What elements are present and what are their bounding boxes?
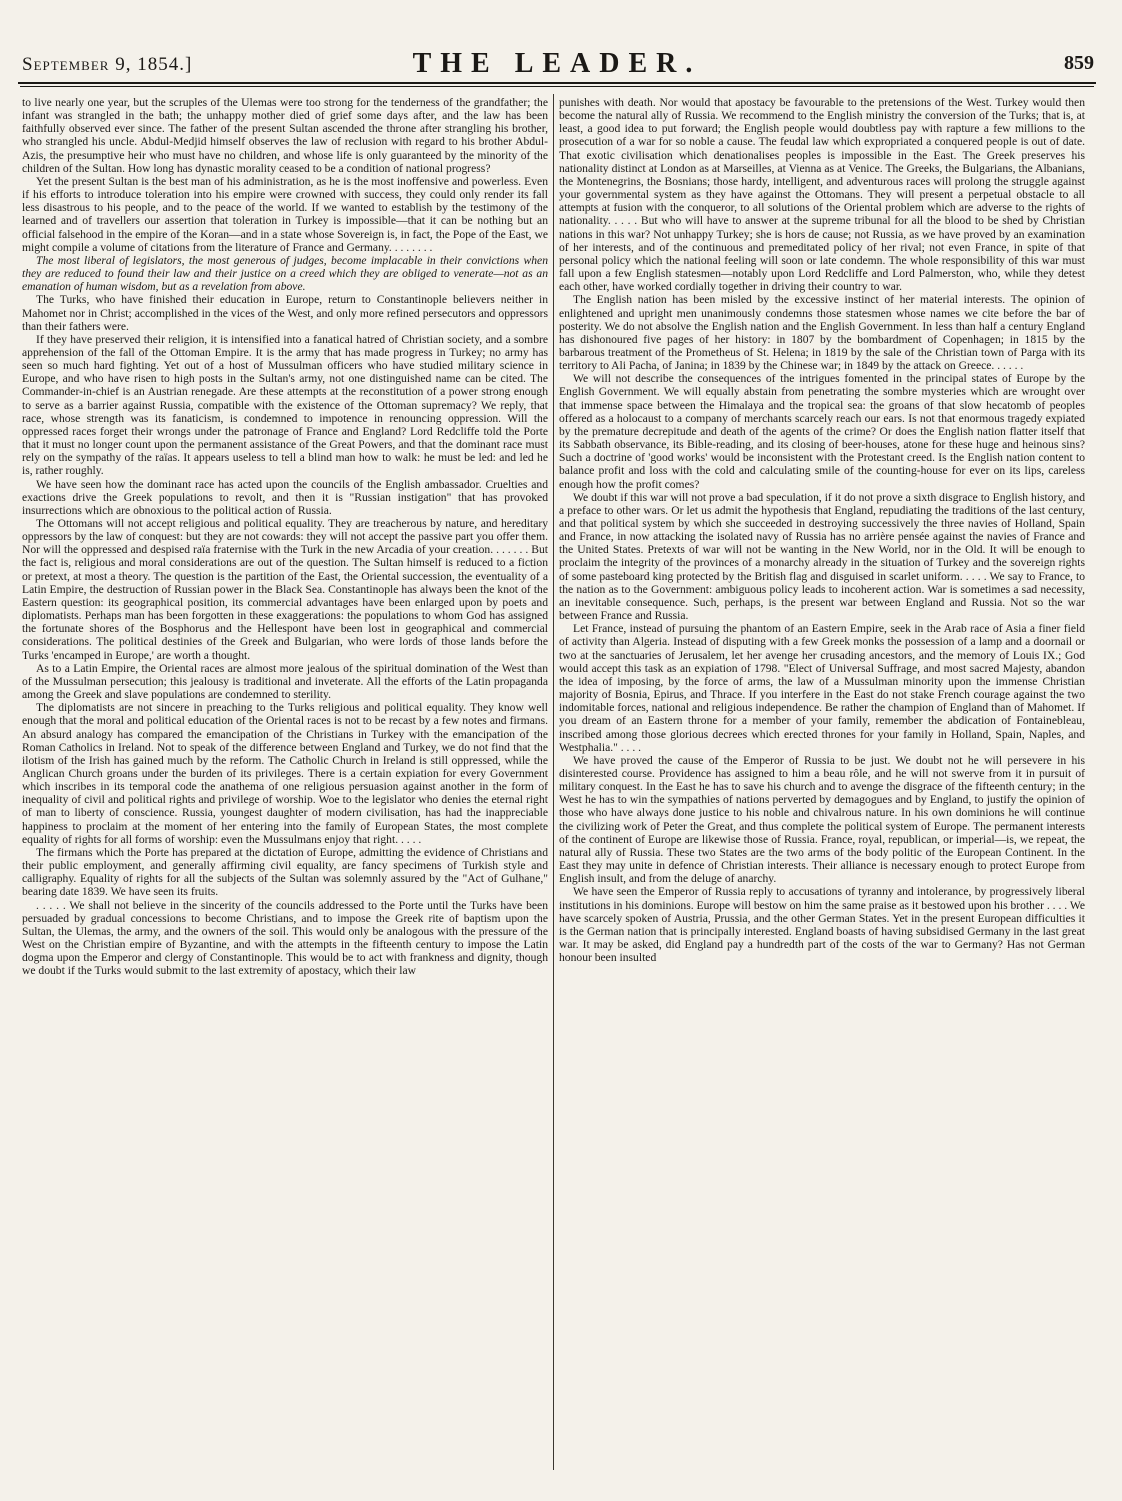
paragraph: to live nearly one year, but the scruples of the Ulemas were too strong for the tenderness of the grandfather; the infant was strangled in the bath; the unhappy mother died of grief some days after, and the law has been faithfully observed ever since. The father of the present Sultan ascended the throne after strangling his brother, who strangled his uncle. Abdul-Medjid himself observes the law of reclusion with regard to his brother Abdul-Azis, the presumptive heir who must have no children, and whose life is only guaranteed by the minority of the children of the Sultan. How long has dynastic morality ceased to be a condition of national progress?	[22, 96, 548, 175]
paragraph: We have seen how the dominant race has acted upon the councils of the English ambassador. Cruelties and exactions drive the Greek populations to revolt, and then it is "Russian instigation" that has provoked insurrections which are obnoxious to the political action of Russia.	[22, 477, 548, 517]
paragraph: The firmans which the Porte has prepared at the dictation of Europe, admitting the evidence of Christians and their public employment, and generally affirming civil equality, are fancy specimens of Turkish style and calligraphy. Equality of rights for all the subjects of the Sultan was solemnly assured by the "Act of Gulhane," bearing date 1839. We have seen its fruits.	[22, 845, 548, 899]
paragraph: The diplomatists are not sincere in preaching to the Turks religious and political equality. They know well enough that the moral and political education of the Oriental races is not to be recast by a few notes and firmans. An absurd analogy has compared the emancipation of the Christians in Turkey with the emancipation of the Roman Catholics in Ireland. Not to speak of the difference between England and Turkey, we do not find that the ilotism of the Irish has gained much by the reform. The Catholic Church in Ireland is still oppressed, while the Anglican Church groans under the burden of its privileges. There is a certain expiation for every Government which inscribes in its temporal code the anathema of one religious persuasion against another in the form of inequality of civil and political rights and privilege of worship. Woe to the legislator who denies the eternal right of man to liberty of conscience. Russia, youngest daughter of modern civilisation, has had the inappreciable happiness to proclaim at the moment of her entering into the family of European States, the most complete equality of rights for all forms of worship: even the Mussulmans enjoy that right. . . . .	[22, 701, 548, 846]
column-divider	[553, 94, 554, 1470]
paragraph: The Turks, who have finished their education in Europe, return to Constantinople believers neither in Mahomet nor in Christ; accomplished in the vices of the West, and only more refined persecutors and oppressors than their fathers were.	[22, 293, 548, 333]
paragraph: Yet the present Sultan is the best man of his administration, as he is the most inoffensive and powerless. Even if his efforts to introduce toleration into his empire were crowned with success, they could only render its fall less disastrous to his people, and to the peace of the world. If we wanted to establish by the testimony of the learned and of travellers our assertion that toleration in Turkey is impossible—that it can be nothing but an official falsehood in the empire of the Koran—and in a state whose Sovereign is, in fact, the Pope of the East, we might compile a volume of citations from the literature of France and Germany. . . . . . . .	[22, 174, 548, 254]
paragraph: We will not describe the consequences of the intrigues fomented in the principal states of Europe by the English Government. We will equally abstain from penetrating the sombre mysteries which are wrought over that immense space between the Himalaya and the tropical sea: the groans of that slow hecatomb of peoples offered as a holocaust to a company of merchants scarcely reach our ears. Is not that enormous tragedy expiated by the premature decrepitude and death of the agents of the crime? Or does the English nation flatter itself that its Sabbath observance, its Bible-reading, and its closing of beer-houses, atone for these huge and heinous sins? Such a doctrine of 'good works' would be inconsistent with the Protestant creed. Is the English nation content to balance profit and loss with the cold and calculating smile of the counting-house for ever on its lips, careless enough how the profit comes?	[559, 372, 1085, 491]
newspaper-title: THE LEADER.	[412, 48, 702, 79]
paragraph: We have seen the Emperor of Russia reply to accusations of tyranny and intolerance, by progressively liberal institutions in his dominions. Europe will bestow on him the same praise as it bestowed upon his brother . . . . We have scarcely spoken of Austria, Prussia, and the other German States. Yet in the present European difficulties it is the German nation that is principally interested. England boasts of having subsidised Germany in the last great war. It may be asked, did England pay a hundredth part of the costs of the war to Germany? Has not German honour been insulted	[559, 885, 1085, 965]
masthead	[18, 42, 1096, 84]
right-column	[559, 96, 1085, 1496]
paragraph: As to a Latin Empire, the Oriental races are almost more jealous of the spiritual domination of the West than of the Mussulman persecution; this jealousy is traditional and inveterate. All the efforts of the Latin propaganda among the Greek and slave populations are condemned to sterility.	[22, 661, 548, 702]
left-column	[22, 96, 548, 1496]
issue-date: September 9, 1854.]	[22, 54, 193, 75]
paragraph: The most liberal of legislators, the most generous of judges, become implacable in their convictions when they are reduced to found their law and their justice on a creed which they are obliged to venerate—not as an emanation of human wisdom, but as a revelation from above.	[22, 253, 548, 294]
paragraph: The Ottomans will not accept religious and political equality. They are treacherous by nature, and hereditary oppressors by the law of conquest: but they are not cowards: they will not accept the passive part you offer them. Nor will the oppressed and despised raïa fraternise with the Turk in the new Arcadia of your creation. . . . . . . But the fact is, religious and moral considerations are out of the question. The Sultan himself is reduced to a fiction or pretext, at most a theory. The question is the partition of the East, the Oriental succession, the eventuality of a Latin Empire, the destruction of Russian power in the Black Sea. Constantinople has always been the knot of the Eastern question: its geographical position, its commercial advantages have been enlarged upon by poets and diplomatists. Perhaps man has been forgotten in these exaggerations: the populations to whom God has assigned the fortunate shores of the Bosphorus and the Hellespont have been lost in geographical and commercial considerations. The political destinies of the Greek and Bulgarian, who were lords of those lands before the Turks 'encamped in Europe,' are worth a thought.	[22, 517, 548, 662]
paragraph: If they have preserved their religion, it is intensified into a fanatical hatred of Christian society, and a sombre apprehension of the fall of the Ottoman Empire. It is the army that has made progress in Turkey; no army has seen so much hard fighting. Yet out of a host of Mussulman officers who have studied military science in Europe, and who have risen to high posts in the Sultan's army, not one distinguished name can be cited. The Commander-in-chief is an Austrian renegade. Are these attempts at the reconstitution of a power strong enough to serve as a barrier against Russia, compatible with the existence of the Ottoman supremacy? We reply, that race, whose strength was its fanaticism, is condemned to impotence in renouncing oppression. Will the oppressed races forget their wrongs under the patronage of France and England? Lord Redcliffe told the Porte that it must no longer count upon the permanent assistance of the Great Powers, and that the dominant race must rely on the sympathy of the raïas. It appears useless to tell a blind man how to walk: he must be led: and led he is, rather roughly.	[22, 332, 548, 478]
page-number: 859	[1064, 52, 1094, 74]
paragraph: We have proved the cause of the Emperor of Russia to be just. We doubt not he will persevere in his disinterested course. Providence has assigned to him a beau rôle, and he will not swerve from it in pursuit of military conquest. In the East he has to save his church and to avenge the disgrace of the fifteenth century; in the West he has to win the sympathies of nations perverted by demagogues and by England, to justify the opinion of those who have always done justice to his noble and chivalrous nature. In his own dominions he will continue the civilizing work of Peter the Great, and thus complete the political system of Europe. The permanent interests of the continent of Europe are likewise those of Russia. France, royal, republican, or imperial—is, we repeat, the natural ally of Russia. These two States are the two arms of the body politic of the European Continent. In the East they may unite in defence of Christian interests. Their alliance is necessary enough to protect Europe from English insult, and from the deluge of anarchy.	[559, 753, 1085, 886]
paragraph: punishes with death. Nor would that apostacy be favourable to the pretensions of the West. Turkey would then become the natural ally of Russia. We recommend to the English ministry the conversion of the Turks; that is, at least, a good idea to put forward; the English people would doubtless pay with rapture a few millions to the prosecution of a war for so noble a cause. The feudal law which expropriated a conquered people is out of date. That exotic civilisation which denationalises peoples is impossible in the East. The Greek preserves his nationality distinct at London as at Marseilles, at Vienna as at Venice. The Greeks, the Bulgarians, the Albanians, the Montenegrins, the Bosnians; those hardy, intelligent, and adventurous races will prolong the struggle against your governmental system as they have against the Ottomans. They will present a perpetual obstacle to all attempts at fusion with the conqueror, to all solutions of the Oriental problem which are adverse to the rights of nationality. . . . . But who will have to answer at the supreme tribunal for all the blood to be shed by Christian nations in this war? Not unhappy Turkey; she is hors de cause; not Russia, as we have proved by an examination of her interests, and of the continuous and premeditated policy of her rival; not even France, in spite of that personal policy which the national feeling will soon or late condemn. The whole responsibility of this war must fall upon a few English statesmen—notably upon Lord Redcliffe and Lord Palmerston, who, while they detest each other, have worked cordially together in driving their country to war.	[559, 96, 1085, 294]
paragraph: . . . . . We shall not believe in the sincerity of the councils addressed to the Porte until the Turks have been persuaded by gradual concessions to become Christians, and to impose the Greek rite of baptism upon the Sultan, the Ulemas, the army, and the owners of the soil. This would only be analogous with the pressure of the West on the Christian empire of Byzantine, and with the attempts in the fifteenth century to impose the Latin dogma upon the Emperor and clergy of Constantinople. This would be to act with frankness and dignity, though we doubt if the Turks would submit to the last extremity of apostacy, which their law	[22, 898, 548, 978]
paragraph: The English nation has been misled by the excessive instinct of her material interests. The opinion of enlightened and upright men unanimously condemns those statesmen whose names we cite before the bar of posterity. We do not absolve the English nation and the English Government. In less than half a century England has dishonoured five pages of her history: in 1807 by the bombardment of Copenhagen; in 1815 by the barbarous treatment of the Prometheus of St. Helena; in 1819 by the sale of the Christian town of Parga with its territory to Ali Pacha, of Janina; in 1839 by the Chinese war; in 1849 by the attack on Greece. . . . . .	[559, 293, 1085, 373]
paragraph: Let France, instead of pursuing the phantom of an Eastern Empire, seek in the Arab race of Asia a finer field of activity than Algeria. Instead of disputing with a few Greek monks the possession of a lamp and a doornail or two at the sanctuaries of Jerusalem, let her avenge her crusading ancestors, and the memory of Louis IX.; God would accept this task as an expiation of 1798. "Elect of Universal Suffrage, and most sacred Majesty, abandon the idea of imposing, by the force of arms, the law of a Mussulman minority upon the immense Christian majority of Bosnia, Epirus, and Thrace. If you interfere in the East do not stake French courage against the two indomitable forces, national and religious independence. Be rather the champion of England than of Mahomet. If you dream of an Eastern throne for a member of your family, remember the abdication of Fontainebleau, inscribed among those glorious decrees which erected thrones for your family in Holland, Spain, Naples, and Westphalia." . . . .	[559, 622, 1085, 754]
paragraph: We doubt if this war will not prove a bad speculation, if it do not prove a sixth disgrace to English history, and a preface to other wars. Or let us admit the hypothesis that England, repudiating the traditions of the last century, and that political system by which she succeeded in destroying successively the three navies of Holland, Spain and France, in now attacking the isolated navy of Russia has no arrière pensée against the navies of France and the United States. Pretexts of war will not be wanting in the New World, nor in the Old. It will be enough to proclaim the integrity of the provinces of a monarchy already in the situation of Turkey and the sovereign rights of some pasteboard king protected by the British flag and disguised in scarlet uniform. . . . . We say to France, to the nation as to the Government: ambiguous policy leads to incoherent action. War is sometimes a sad necessity, an inevitable consequence. Such, perhaps, is the present war between England and Russia. Not so the war between France and Russia.	[559, 490, 1085, 623]
